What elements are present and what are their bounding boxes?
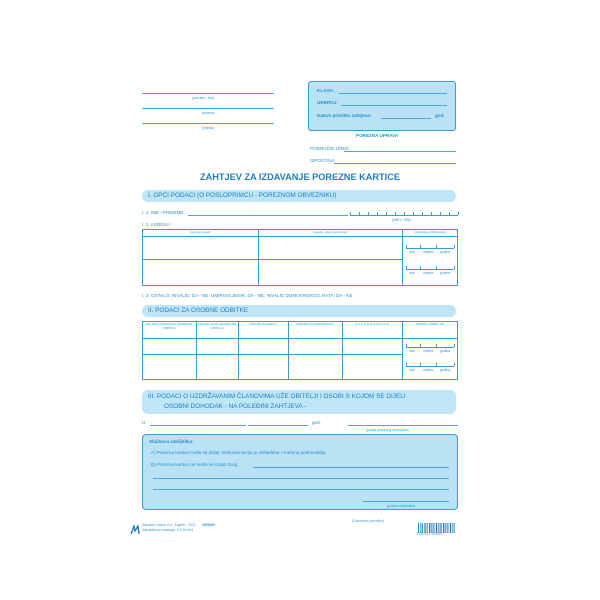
regional-office-label: PODRUČNI URED — [310, 146, 349, 151]
place-prefix: U — [142, 420, 146, 425]
col-family-members: FAKTOR ZA ČLANOVE UŽE OBITELJI — [197, 322, 237, 330]
address-table — [142, 229, 458, 286]
barcode-icon — [418, 520, 456, 530]
address-label: I. 2. ADRESA: — [142, 222, 171, 227]
date-month-label: mjesec — [423, 271, 434, 275]
official-note-box — [142, 434, 458, 510]
form-page — [124, 66, 476, 544]
barcode-number: 3 850313 011693 — [416, 532, 443, 536]
col-disability: FAKTOR ZA INVALIDNOST — [296, 322, 334, 326]
branch-line[interactable] — [334, 163, 456, 164]
urbroj-line[interactable] — [341, 105, 447, 106]
branch-label: ISPOSTAVA — [310, 158, 336, 163]
date-year-label: godina — [440, 250, 451, 254]
section-1-title: I. OPĆI PODACI (O POSLOPRIMCU - POREZNOM OBVEZNIKU) — [148, 192, 337, 199]
address-caption: (adresa) — [202, 111, 215, 115]
reason-line-3[interactable] — [153, 489, 449, 490]
publisher-text: Narodne novine d.d., Zagreb - 2011 — [142, 523, 196, 527]
surname-name-caption: (prezime i ime) — [192, 96, 215, 100]
section-2-header — [142, 305, 456, 317]
publisher-logo-icon — [130, 522, 140, 532]
date-month-label: mjesec — [423, 368, 434, 372]
received-date-line[interactable] — [381, 118, 431, 119]
place-caption: (mjesto) — [202, 126, 215, 130]
name-label: I. 1. IME I PREZIME: — [142, 210, 185, 215]
year-suffix: god. — [312, 420, 321, 425]
section-3-title-line1: III. PODACI O UZDRŽAVANIM ČLANOVIMA UŽE OBITELJI I OSOBI S KOJOM SE DIJELI — [148, 393, 406, 400]
other-info-label: I. 3. OSTALO: INVALID: DA - NE; UMIROVLJENIK: DA - NE; INVALID DOMOVINSKOG RATA: DA - NE — [142, 293, 353, 298]
official-signature-caption: (potpis službenika) — [387, 504, 416, 508]
address-col-street: (naselje, ulica i kućni broj) — [312, 230, 348, 234]
date-day-label: dan — [409, 250, 415, 254]
taxpayer-signature-line[interactable] — [348, 425, 458, 426]
jmbg-caption: (MBG / OIB) — [392, 218, 411, 222]
date-month-label: mjesec — [423, 250, 434, 254]
urbroj-label: URBROJ: — [317, 100, 338, 105]
reason-line-1[interactable] — [253, 467, 449, 468]
name-line[interactable] — [188, 215, 348, 216]
official-note-heading: Službena zabilješka: — [149, 439, 194, 444]
date-day-label: dan — [409, 368, 415, 372]
regional-office-line[interactable] — [344, 151, 456, 152]
section-1-header — [142, 190, 456, 202]
place-line[interactable] — [150, 425, 246, 426]
address-line[interactable] — [142, 108, 274, 109]
official-note-option-a[interactable]: A) Porezna kartica može se izdati. Dokumentacija je usklađena i vraćena podnositelju. — [151, 450, 327, 455]
tax-office-heading: POREZNA UPRAVA — [356, 133, 399, 138]
klasa-label: KLASA: — [317, 88, 335, 93]
stamp-caption: (Dokument potvrđen) — [352, 519, 384, 523]
date-year-label: godina — [440, 271, 451, 275]
official-note-option-b[interactable]: B) Porezna kartica ne može se izdati zbog: — [151, 462, 239, 467]
col-valid-from: PODACI VAŽEĆI OD — [415, 322, 445, 326]
section-3-header — [142, 390, 456, 414]
col-children: FAKTOR ZA DJECU — [249, 322, 277, 326]
date-day-label: dan — [409, 349, 415, 353]
col-total-factor: U K U P N O F A K T O R — [355, 322, 389, 326]
jmbg-baseline — [350, 215, 458, 216]
section-2-title: II. PODACI ZA OSOBNE ODBITKE — [148, 307, 249, 314]
address-col-period: (razdoblje uzdržavanja) — [414, 230, 446, 234]
address-col-municipality: (općina ili grad) — [189, 230, 211, 234]
col-basic-deduction: FAKTOR OSNOVNOG OSOBNOG ODBITKA — [145, 322, 193, 330]
received-date-label: Datum primitka zahtjeva: — [317, 113, 372, 118]
section-3-title-line2: OSOBNI DOHODAK - NA POLEĐINI ZAHTJEVA - — [164, 403, 307, 410]
date-day-label: dan — [409, 271, 415, 275]
klasa-line[interactable] — [339, 93, 447, 94]
date-line[interactable] — [248, 425, 308, 426]
taxpayer-signature-caption: (potpis poreznog obveznika) — [366, 428, 409, 432]
order-code-text: Narudžba po katalogu: UT-26-004 — [142, 528, 194, 532]
received-year-label: god. — [435, 113, 445, 118]
date-month-label: mjesec — [423, 349, 434, 353]
place-line[interactable] — [142, 123, 274, 124]
registry-stamp-box — [308, 81, 456, 131]
surname-name-line[interactable] — [142, 93, 274, 94]
official-signature-line[interactable] — [363, 501, 449, 502]
reason-line-2[interactable] — [153, 478, 449, 479]
form-code: 2553000 — [202, 523, 216, 527]
date-year-label: godina — [440, 349, 451, 353]
form-title: ZAHTJEV ZA IZDAVANJE POREZNE KARTICE — [200, 172, 400, 182]
date-year-label: godina — [440, 368, 451, 372]
